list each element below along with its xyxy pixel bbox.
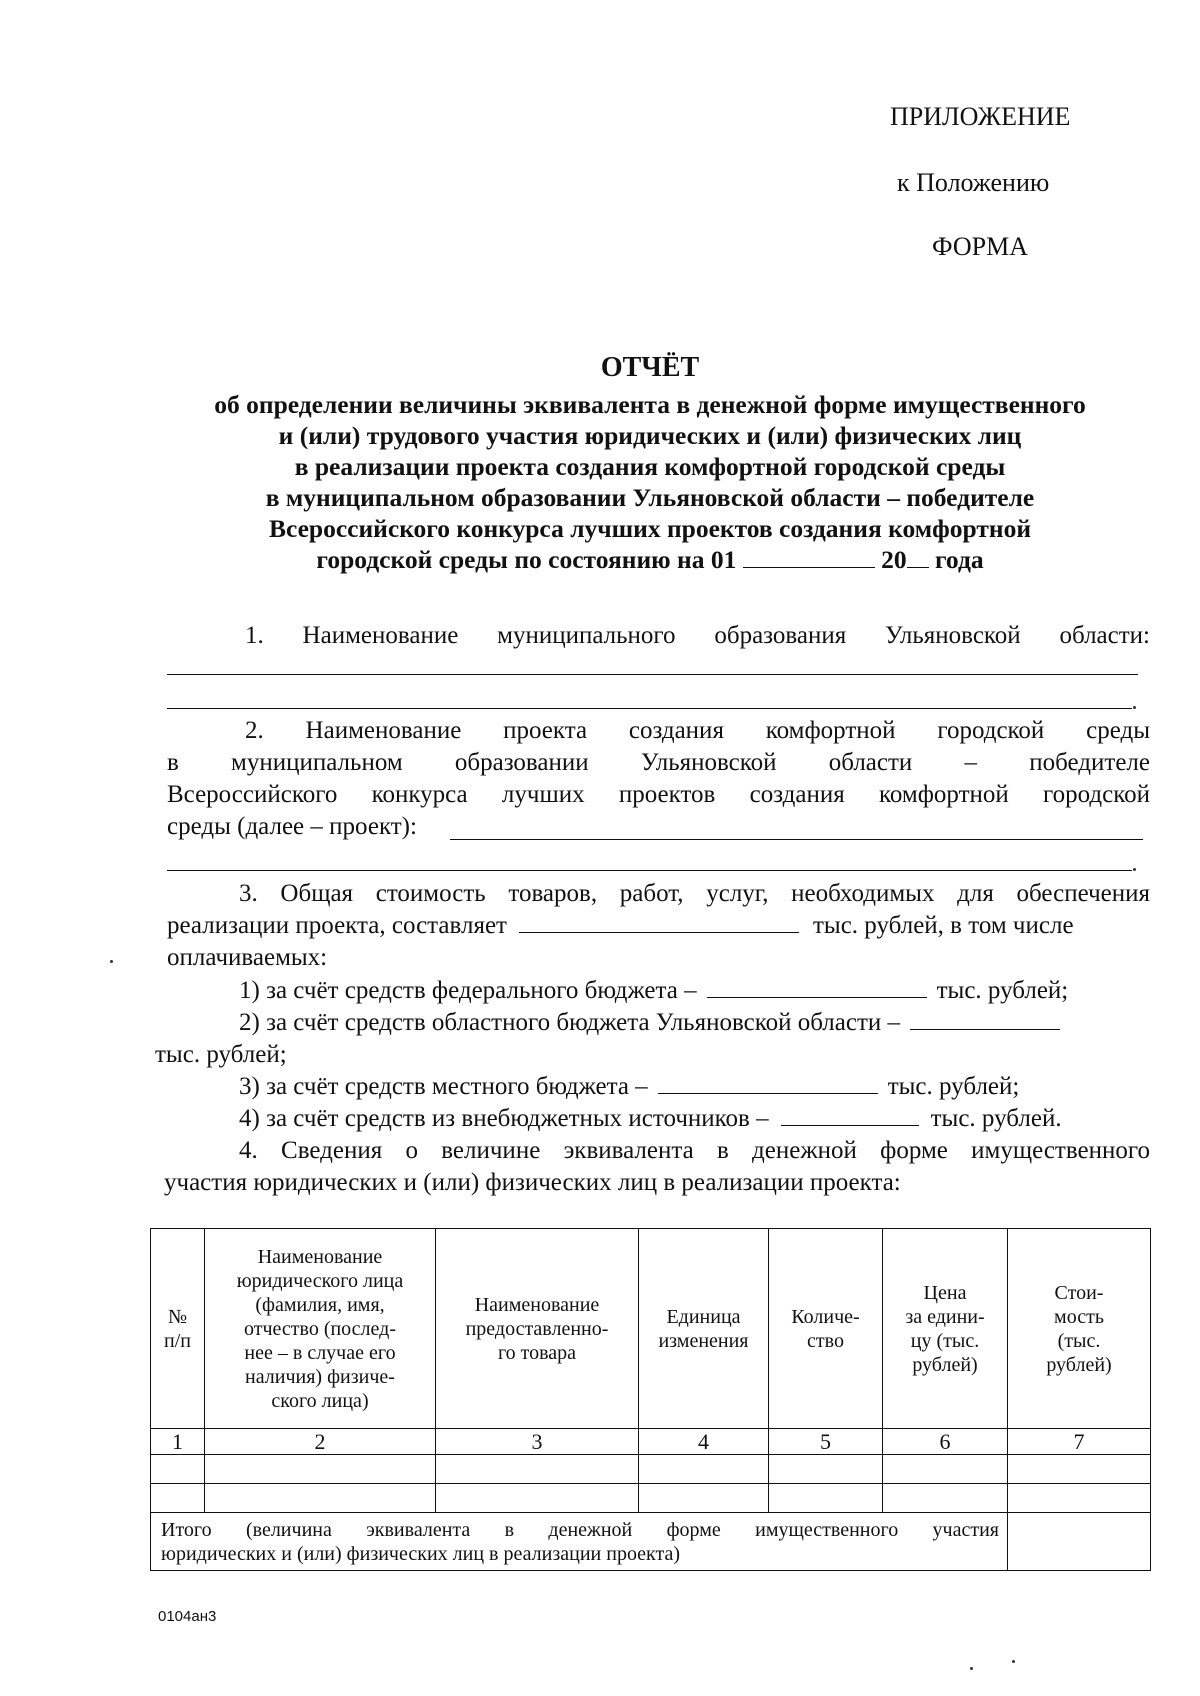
column-number-cell: 6	[883, 1429, 1008, 1455]
table-cell[interactable]	[769, 1455, 883, 1484]
section3-total-prefix: реализации проекта, составляет	[167, 912, 507, 939]
header-cost: Стои- мость (тыс. рублей)	[1008, 1229, 1151, 1429]
federal-budget-unit: тыс. рублей;	[936, 977, 1069, 1004]
column-number-cell: 7	[1008, 1429, 1151, 1455]
extrabudget-unit: тыс. рублей.	[930, 1105, 1062, 1132]
title-year-prefix: 20	[881, 545, 907, 574]
title-line-2: и (или) трудового участия юридических и (или) физических лиц	[278, 421, 1022, 450]
participation-table	[150, 1228, 1151, 1571]
title-line-3: в реализации проекта создания комфортной городской среды	[294, 452, 1006, 481]
local-budget-label: 3) за счёт средств местного бюджета –	[239, 1073, 648, 1100]
section3-line-3: оплачиваемых:	[167, 944, 328, 971]
table-cell[interactable]	[205, 1484, 436, 1513]
column-number-cell: 3	[436, 1429, 639, 1455]
section1-blank-1[interactable]	[167, 674, 1138, 675]
column-number-cell: 5	[769, 1429, 883, 1455]
extrabudget-row	[239, 1103, 1062, 1135]
header-quantity: Количе- ство	[769, 1229, 883, 1429]
section3-line-2	[167, 910, 1150, 942]
table-cell[interactable]	[769, 1484, 883, 1513]
section2-line-4: среды (далее – проект):	[167, 813, 417, 840]
column-number-cell: 2	[205, 1429, 436, 1455]
regulation-label: к Положению	[897, 168, 1050, 197]
table-cell[interactable]	[883, 1455, 1008, 1484]
header-number: № п/п	[151, 1229, 205, 1429]
appendix-label: ПРИЛОЖЕНИЕ	[890, 102, 1071, 131]
table-row	[151, 1455, 1151, 1484]
section4-line-2: участия юридических и (или) физических лиц в реализации проекта:	[164, 1169, 901, 1196]
section3-line-1: 3. Общая стоимость товаров, работ, услуг, необходимых для обеспечения	[239, 880, 1150, 907]
project-name-blank-1[interactable]	[450, 839, 1143, 840]
table-cell[interactable]	[436, 1455, 639, 1484]
scan-speck	[110, 960, 113, 963]
date-year-blank[interactable]	[907, 545, 929, 568]
total-cost-blank[interactable]	[519, 910, 799, 933]
table-cell[interactable]	[639, 1484, 769, 1513]
total-label-line-1: Итого (величина эквивалента в денежной форме имущественного участия	[161, 1518, 999, 1541]
column-number-cell: 4	[639, 1429, 769, 1455]
table-cell[interactable]	[639, 1455, 769, 1484]
period-mark	[1133, 868, 1136, 871]
header-goods-name: Наименование предоставленно- го товара	[436, 1229, 639, 1429]
title-date-prefix: городской среды по состоянию на 01	[316, 545, 737, 574]
federal-budget-label: 1) за счёт средств федерального бюджета –	[239, 977, 697, 1004]
project-name-blank-2[interactable]	[167, 870, 1132, 871]
header-entity-name: Наименование юридического лица (фамилия, имя, отчество (послед- нее – в случае его наличия) физиче- ского лица)	[205, 1229, 436, 1429]
table-cell[interactable]	[436, 1484, 639, 1513]
section2-line-2: в муниципальном образовании Ульяновской области – победителе	[167, 749, 1150, 776]
regional-budget-unit: тыс. рублей;	[155, 1041, 287, 1068]
title-line-5: Всероссийского конкурса лучших проектов создания комфортной	[268, 514, 1032, 543]
title-line-4: в муниципальном образовании Ульяновской области – победителе	[265, 483, 1035, 512]
document-code: 0104ан3	[158, 1608, 217, 1625]
section3-total-suffix: тыс. рублей, в том числе	[812, 912, 1074, 939]
date-month-blank[interactable]	[743, 545, 875, 568]
local-budget-unit: тыс. рублей;	[887, 1073, 1020, 1100]
regional-budget-row	[239, 1007, 1060, 1039]
title-year-suffix: года	[934, 545, 984, 574]
table-cell[interactable]	[205, 1455, 436, 1484]
regional-budget-label: 2) за счёт средств областного бюджета Ульяновской области –	[239, 1009, 901, 1036]
local-budget-row	[239, 1071, 1019, 1103]
header-unit: Единица изменения	[639, 1229, 769, 1429]
header-unit-price: Цена за едини- цу (тыс. рублей)	[883, 1229, 1008, 1429]
section2-line-1: 2. Наименование проекта создания комфортной городской среды	[245, 717, 1150, 744]
table-cell[interactable]	[883, 1484, 1008, 1513]
regional-budget-blank[interactable]	[910, 1007, 1060, 1030]
column-number-cell: 1	[151, 1429, 205, 1455]
federal-budget-row	[239, 975, 1068, 1007]
period-mark	[1133, 706, 1136, 709]
section1-text: 1. Наименование муниципального образования Ульяновской области:	[245, 622, 1150, 649]
table-number-row	[151, 1429, 1151, 1455]
title-line-1: об определении величины эквивалента в денежной форме имущественного	[214, 390, 1086, 419]
scan-speck	[970, 1667, 973, 1670]
scan-speck	[1012, 1660, 1015, 1663]
federal-budget-blank[interactable]	[707, 975, 927, 998]
table-cell[interactable]	[151, 1484, 205, 1513]
table-total-row	[151, 1513, 1151, 1571]
extrabudget-label: 4) за счёт средств из внебюджетных источников –	[239, 1105, 769, 1132]
table-row	[151, 1484, 1151, 1513]
section4-line-1: 4. Сведения о величине эквивалента в денежной форме имущественного	[239, 1137, 1150, 1164]
table-cell[interactable]	[1008, 1484, 1151, 1513]
section1-blank-2[interactable]	[167, 708, 1132, 709]
total-label-cell	[151, 1513, 1008, 1571]
extrabudget-blank[interactable]	[781, 1103, 919, 1126]
form-label: ФОРМА	[932, 232, 1028, 261]
section2-line-3: Всероссийского конкурса лучших проектов создания комфортной городской	[167, 781, 1150, 808]
local-budget-blank[interactable]	[658, 1071, 878, 1094]
table-cell[interactable]	[151, 1455, 205, 1484]
report-heading: ОТЧЁТ	[600, 352, 700, 383]
total-label-line-2: юридических и (или) физических лиц в реализации проекта)	[161, 1542, 681, 1565]
total-value-cell[interactable]	[1008, 1513, 1151, 1571]
title-line-6	[150, 544, 1150, 575]
table-header-row	[151, 1229, 1151, 1429]
table-cell[interactable]	[1008, 1455, 1151, 1484]
